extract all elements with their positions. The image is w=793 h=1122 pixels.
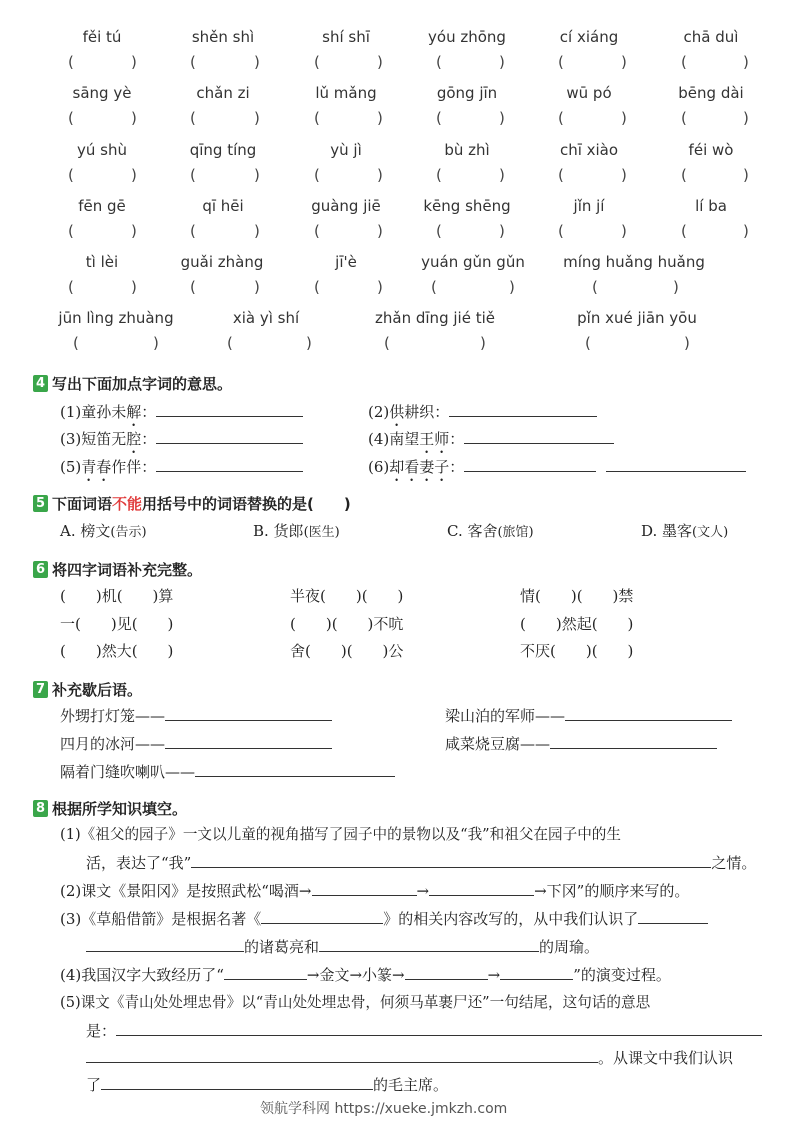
pinyin-label: jūn lìng zhuàng xyxy=(58,309,174,327)
pinyin-label: fēn gē xyxy=(78,197,126,215)
pinyin-label: yù jì xyxy=(330,141,362,159)
q4-item-2: (2)供耕织： xyxy=(368,402,597,430)
answer-paren-open[interactable]: ( xyxy=(384,334,390,352)
option-a[interactable]: A. 榜文(告示) xyxy=(60,522,147,540)
section-title: 写出下面加点字词的意思。 xyxy=(52,375,233,393)
answer-paren-close[interactable]: ) xyxy=(131,109,137,127)
section-4-header xyxy=(33,373,232,394)
answer-paren-open[interactable]: ( xyxy=(681,109,687,127)
idiom-item[interactable]: ( )机( )算 xyxy=(60,587,174,605)
answer-paren-open[interactable]: ( xyxy=(558,53,564,71)
answer-blank[interactable] xyxy=(312,881,417,896)
answer-paren-close[interactable]: ) xyxy=(743,109,749,127)
pinyin-label: míng huǎng huǎng xyxy=(563,253,705,271)
answer-blank[interactable] xyxy=(165,734,332,749)
q8-1-line1: (1)《祖父的园子》一文以儿童的视角描写了园子中的景物以及“我”和祖父在园子中的生 xyxy=(60,826,621,843)
answer-paren-open[interactable]: ( xyxy=(68,109,74,127)
pinyin-label: pǐn xué jiān yōu xyxy=(577,309,697,327)
answer-paren-close[interactable]: ) xyxy=(131,53,137,71)
xiehouyu-item: 梁山泊的军师—— xyxy=(445,706,732,726)
pinyin-label: kēng shēng xyxy=(423,197,511,215)
pinyin-label: wū pó xyxy=(566,84,612,102)
pinyin-label: yú shù xyxy=(77,141,127,159)
answer-paren-open[interactable]: ( xyxy=(190,53,196,71)
answer-paren-close[interactable]: ) xyxy=(499,166,505,184)
answer-blank[interactable] xyxy=(449,402,597,417)
idiom-item[interactable]: 不厌( )( ) xyxy=(520,642,634,660)
answer-blank[interactable] xyxy=(224,965,307,980)
answer-paren-open[interactable]: ( xyxy=(190,109,196,127)
answer-paren-close[interactable]: ) xyxy=(509,278,515,296)
answer-blank[interactable] xyxy=(156,457,303,472)
section-6-header: 6 将四字词语补充完整。 xyxy=(33,559,202,580)
answer-paren-close[interactable]: ) xyxy=(377,53,383,71)
pinyin-label: jǐn jí xyxy=(573,197,605,215)
q8-5-line1: (5)课文《青山处处埋忠骨》以“青山处处埋忠骨，何须马革裹尸还”一句结尾，这句话的意思 xyxy=(60,994,651,1011)
answer-paren-close[interactable]: ) xyxy=(153,334,159,352)
answer-paren-open[interactable]: ( xyxy=(314,222,320,240)
pinyin-label: sāng yè xyxy=(72,84,132,102)
pinyin-label: gōng jīn xyxy=(436,84,498,102)
answer-paren-close[interactable]: ) xyxy=(499,222,505,240)
pinyin-label: guàng jiē xyxy=(311,197,381,215)
pinyin-label: lǔ mǎng xyxy=(315,84,377,102)
answer-paren-open[interactable]: ( xyxy=(681,222,687,240)
answer-paren-close[interactable]: ) xyxy=(621,166,627,184)
answer-paren-open[interactable]: ( xyxy=(681,166,687,184)
answer-paren-open[interactable]: ( xyxy=(431,278,437,296)
answer-paren-close[interactable]: ) xyxy=(743,53,749,71)
pinyin-label: guǎi zhàng xyxy=(180,253,264,271)
answer-paren-close[interactable]: ) xyxy=(131,222,137,240)
answer-paren-close[interactable]: ) xyxy=(254,53,260,71)
pinyin-label: jī'è xyxy=(335,253,357,271)
option-d[interactable]: D. 墨客(文人) xyxy=(641,522,729,540)
answer-paren-close[interactable]: ) xyxy=(684,334,690,352)
answer-blank[interactable] xyxy=(101,1075,373,1090)
section-5-header: 5 下面词语 不能 用括号中的词语替换的是( ) xyxy=(33,493,351,514)
idiom-item[interactable]: 半夜( )( ) xyxy=(290,587,404,605)
pinyin-label: fěi tú xyxy=(82,28,122,46)
watermark: 领航学科网 https://xueke.jmkzh.com xyxy=(260,1101,508,1117)
idiom-item[interactable]: 一( )见( ) xyxy=(60,615,174,633)
pinyin-label: féi wò xyxy=(688,141,734,159)
answer-paren-close[interactable]: ) xyxy=(377,109,383,127)
answer-paren-close[interactable]: ) xyxy=(254,222,260,240)
pinyin-label: zhǎn dīng jié tiě xyxy=(375,309,495,327)
answer-paren-close[interactable]: ) xyxy=(621,53,627,71)
answer-blank[interactable] xyxy=(500,965,573,980)
pinyin-label: chī xiào xyxy=(559,141,619,159)
answer-paren-close[interactable]: ) xyxy=(377,166,383,184)
answer-paren-close[interactable]: ) xyxy=(743,166,749,184)
q4-item-5: (5)青春作伴： xyxy=(60,457,303,485)
xiehouyu-item: 四月的冰河—— xyxy=(60,734,332,754)
q8-3-line1: (3)《草船借箭》是根据名著《 》的相关内容改写的，从中我们认识了 xyxy=(60,909,708,929)
answer-paren-open[interactable]: ( xyxy=(592,278,598,296)
answer-paren-open[interactable]: ( xyxy=(190,222,196,240)
pinyin-label: chǎn zi xyxy=(196,84,250,102)
q8-5-line2: 是： xyxy=(86,1021,762,1041)
pinyin-label: yóu zhōng xyxy=(428,28,506,46)
answer-paren-open[interactable]: ( xyxy=(68,166,74,184)
pinyin-label: shí shī xyxy=(322,28,370,46)
emphasis-text: 不能 xyxy=(112,495,143,513)
idiom-item[interactable]: ( )然大( ) xyxy=(60,642,174,660)
xiehouyu-item: 咸菜烧豆腐—— xyxy=(445,734,717,754)
pinyin-label: cí xiáng xyxy=(559,28,619,46)
section-number-badge: 6 xyxy=(33,561,48,578)
answer-blank[interactable] xyxy=(638,909,708,924)
answer-paren-open[interactable]: ( xyxy=(558,109,564,127)
answer-paren-open[interactable]: ( xyxy=(558,222,564,240)
answer-blank[interactable] xyxy=(606,457,746,472)
pinyin-label: bēng dài xyxy=(678,84,744,102)
answer-paren-close[interactable]: ) xyxy=(254,278,260,296)
q4-item-6: (6)却看妻子： xyxy=(368,457,746,485)
answer-paren-close[interactable]: ) xyxy=(621,109,627,127)
answer-paren-open[interactable]: ( xyxy=(314,166,320,184)
answer-paren-open[interactable]: ( xyxy=(73,334,79,352)
answer-paren-open[interactable]: ( xyxy=(436,109,442,127)
q4-item-3: (3)短笛无腔： xyxy=(60,429,303,457)
pinyin-label: xià yì shí xyxy=(232,309,300,327)
q8-5-line3: 。从课文中我们认识 xyxy=(86,1048,733,1068)
q8-4: (4)我国汉字大致经历了“ →金文→小篆→ → ”的演变过程。 xyxy=(60,966,671,984)
answer-paren-open[interactable]: ( xyxy=(314,109,320,127)
answer-blank[interactable] xyxy=(156,429,303,444)
answer-paren-close[interactable]: ) xyxy=(480,334,486,352)
q4-item-4: (4)南望王师： xyxy=(368,429,614,457)
answer-blank[interactable] xyxy=(550,734,717,749)
xiehouyu-item: 外甥打灯笼—— xyxy=(60,706,332,726)
answer-paren-open[interactable]: ( xyxy=(227,334,233,352)
answer-blank[interactable] xyxy=(429,881,534,896)
idiom-item[interactable]: ( )然起( ) xyxy=(520,615,634,633)
answer-paren-open[interactable]: ( xyxy=(68,53,74,71)
section-number-badge: 5 xyxy=(33,495,48,512)
answer-paren-open[interactable]: ( xyxy=(558,166,564,184)
option-b[interactable]: B. 货郎(医生) xyxy=(253,522,340,540)
answer-blank[interactable] xyxy=(165,706,332,721)
q4-item-1: (1)童孙未解： xyxy=(60,402,303,430)
answer-blank[interactable] xyxy=(86,1048,598,1063)
answer-paren-close[interactable]: ) xyxy=(254,166,260,184)
pinyin-label: qīng tíng xyxy=(189,141,257,159)
xiehouyu-item: 隔着门缝吹喇叭—— xyxy=(60,762,395,782)
answer-blank[interactable] xyxy=(319,937,539,952)
answer-paren-open[interactable]: ( xyxy=(68,222,74,240)
pinyin-label: lí ba xyxy=(695,197,727,215)
pinyin-label: yuán gǔn gǔn xyxy=(421,253,525,271)
pinyin-label: tì lèi xyxy=(85,253,119,271)
pinyin-label: shěn shì xyxy=(191,28,255,46)
section-number-badge: 4 xyxy=(33,375,48,392)
answer-blank[interactable] xyxy=(464,429,614,444)
answer-paren-open[interactable]: ( xyxy=(436,53,442,71)
q8-2: (2)课文《景阳冈》是按照武松“喝酒→ → →下冈”的顺序来写的。 xyxy=(60,882,690,900)
pinyin-label: qī hēi xyxy=(202,197,244,215)
answer-paren-open[interactable]: ( xyxy=(314,53,320,71)
answer-blank[interactable] xyxy=(261,909,383,924)
q8-3-line2: 的诸葛亮和 的周瑜。 xyxy=(86,937,599,957)
answer-paren-close[interactable]: ) xyxy=(377,278,383,296)
answer-paren-open[interactable]: ( xyxy=(585,334,591,352)
section-7-header: 7 补充歇后语。 xyxy=(33,679,142,700)
answer-paren-close[interactable]: ) xyxy=(377,222,383,240)
answer-paren-open[interactable]: ( xyxy=(436,166,442,184)
answer-paren-close[interactable]: ) xyxy=(306,334,312,352)
answer-paren-close[interactable]: ) xyxy=(621,222,627,240)
answer-paren-open[interactable]: ( xyxy=(190,166,196,184)
answer-blank[interactable] xyxy=(116,1021,762,1036)
answer-paren-open[interactable]: ( xyxy=(190,278,196,296)
answer-paren-open[interactable]: ( xyxy=(436,222,442,240)
pinyin-label: bù zhì xyxy=(444,141,490,159)
idiom-item[interactable]: ( )( )不吭 xyxy=(290,615,404,633)
answer-paren-close[interactable]: ) xyxy=(131,166,137,184)
answer-blank[interactable] xyxy=(464,457,596,472)
answer-paren-close[interactable]: ) xyxy=(499,53,505,71)
pinyin-label: chā duì xyxy=(683,28,739,46)
answer-blank[interactable] xyxy=(195,762,395,777)
idiom-item[interactable]: 情( )( )禁 xyxy=(520,587,634,605)
answer-blank[interactable] xyxy=(156,402,303,417)
section-8-header: 8 根据所学知识填空。 xyxy=(33,798,187,819)
answer-paren-close[interactable]: ) xyxy=(131,278,137,296)
answer-paren-close[interactable]: ) xyxy=(743,222,749,240)
answer-paren-close[interactable]: ) xyxy=(673,278,679,296)
answer-paren-close[interactable]: ) xyxy=(254,109,260,127)
section-number-badge: 7 xyxy=(33,681,48,698)
answer-paren-open[interactable]: ( xyxy=(68,278,74,296)
q8-1-line2: 活，表达了“我” 之情。 xyxy=(86,854,757,872)
answer-blank[interactable] xyxy=(405,965,488,980)
answer-blank[interactable] xyxy=(565,706,732,721)
answer-paren-close[interactable]: ) xyxy=(499,109,505,127)
option-c[interactable]: C. 客舍(旅馆) xyxy=(447,522,534,540)
q8-5-line4: 了 的毛主席。 xyxy=(86,1076,449,1094)
answer-paren-open[interactable]: ( xyxy=(314,278,320,296)
answer-paren-open[interactable]: ( xyxy=(681,53,687,71)
answer-blank[interactable] xyxy=(191,853,711,868)
idiom-item[interactable]: 舍( )( )公 xyxy=(290,642,404,660)
answer-blank[interactable] xyxy=(86,937,244,952)
section-number-badge: 8 xyxy=(33,800,48,817)
